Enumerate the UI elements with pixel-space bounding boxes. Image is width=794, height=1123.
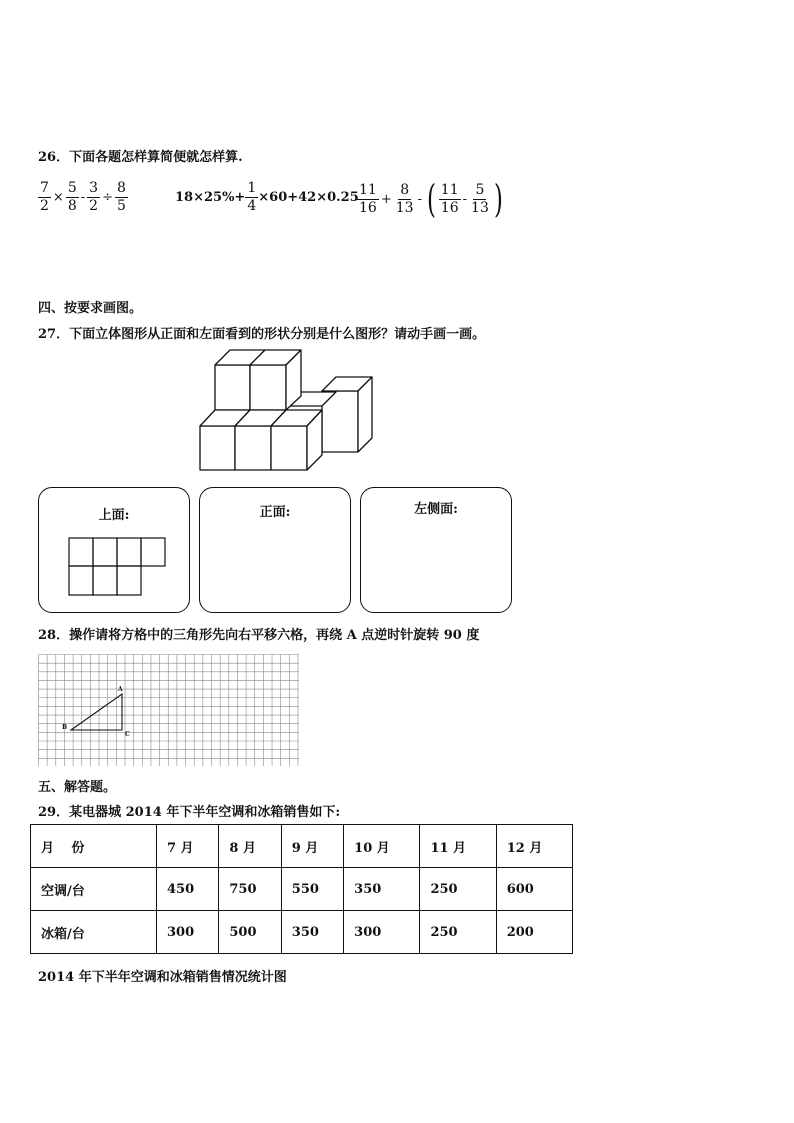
table-cell: 350: [281, 911, 343, 954]
fraction: $\frac{8}{5}$: [116, 180, 126, 214]
fraction: $\frac{3}{2}$: [89, 180, 99, 214]
expression-text: ×60+42×0.25: [258, 190, 359, 205]
q26-title: 26．下面各题怎样算简便就怎样算.: [38, 150, 243, 165]
panel-label: 上面:: [98, 508, 130, 523]
point-c-label: C: [125, 731, 130, 738]
fraction: $\frac{7}{2}$: [40, 180, 49, 214]
fraction: $\frac{5}{8}$: [67, 180, 77, 214]
q26-expression-3: [357, 177, 506, 221]
table-cell: 空调/台: [31, 868, 157, 911]
top-view-panel: [38, 487, 190, 613]
table-cell: 冰箱/台: [31, 911, 157, 954]
operator: -: [462, 191, 468, 207]
fraction: $\frac{11}{16}$: [440, 181, 459, 216]
sales-table: [30, 824, 573, 954]
table-cell: 12 月: [496, 825, 572, 868]
table-cell: 7 月: [157, 825, 219, 868]
left-view-panel: [360, 487, 512, 613]
table-cell: 350: [344, 868, 420, 911]
table-cell: 450: [157, 868, 219, 911]
table-cell: 500: [219, 911, 281, 954]
section-4-title: 四、按要求画图。: [38, 301, 143, 316]
operator: -: [80, 190, 86, 205]
table-cell: 300: [157, 911, 219, 954]
panel-label: 正面:: [259, 505, 291, 520]
square-grid: [38, 654, 300, 767]
q26-expression-1: [38, 180, 128, 215]
table-row: [31, 868, 573, 911]
section-5-title: 五、解答题。: [38, 780, 117, 795]
table-cell: 250: [420, 911, 496, 954]
table-cell: 11 月: [420, 825, 496, 868]
expression-text: 18×25%+: [175, 190, 246, 205]
cube-figure: [195, 348, 380, 474]
table-cell: 250: [420, 868, 496, 911]
table-cell: 8 月: [219, 825, 281, 868]
panel-label: 左侧面:: [414, 502, 458, 517]
left-parenthesis: (: [426, 177, 436, 221]
q26-expression-2: [175, 180, 359, 215]
fraction: $\frac{8}{13}$: [395, 181, 414, 216]
operator: ÷: [102, 190, 113, 205]
front-view-panel: [199, 487, 351, 613]
table-row: [31, 825, 573, 868]
point-a-label: A: [118, 686, 123, 693]
top-view-grid: [68, 537, 168, 599]
right-parenthesis: ): [493, 177, 503, 221]
point-b-label: B: [62, 724, 68, 731]
table-cell: 300: [344, 911, 420, 954]
table-cell: 750: [219, 868, 281, 911]
q27-title: 27．下面立体图形从正面和左面看到的形状分别是什么图形？请动手画一画。: [38, 327, 486, 342]
chart-caption: 2014 年下半年空调和冰箱销售情况统计图: [38, 970, 287, 985]
fraction: $\frac{5}{13}$: [471, 181, 489, 216]
table-cell: 9 月: [281, 825, 343, 868]
fraction: $\frac{1}{4}$: [247, 180, 257, 214]
table-cell: 550: [281, 868, 343, 911]
operator: +: [380, 191, 392, 207]
table-row: [31, 911, 573, 954]
triangle-abc: [71, 694, 122, 730]
q29-title: 29．某电器城 2014 年下半年空调和冰箱销售如下:: [38, 805, 341, 820]
table-cell: 月 份: [31, 825, 157, 868]
q28-title: 28．操作请将方格中的三角形先向右平移六格，再绕 A 点逆时针旋转 90 度: [38, 628, 480, 643]
fraction: $\frac{11}{16}$: [359, 181, 377, 216]
operator: ×: [52, 190, 64, 205]
operator: -: [417, 191, 422, 207]
table-cell: 200: [496, 911, 572, 954]
table-cell: 600: [496, 868, 572, 911]
table-cell: 10 月: [344, 825, 420, 868]
